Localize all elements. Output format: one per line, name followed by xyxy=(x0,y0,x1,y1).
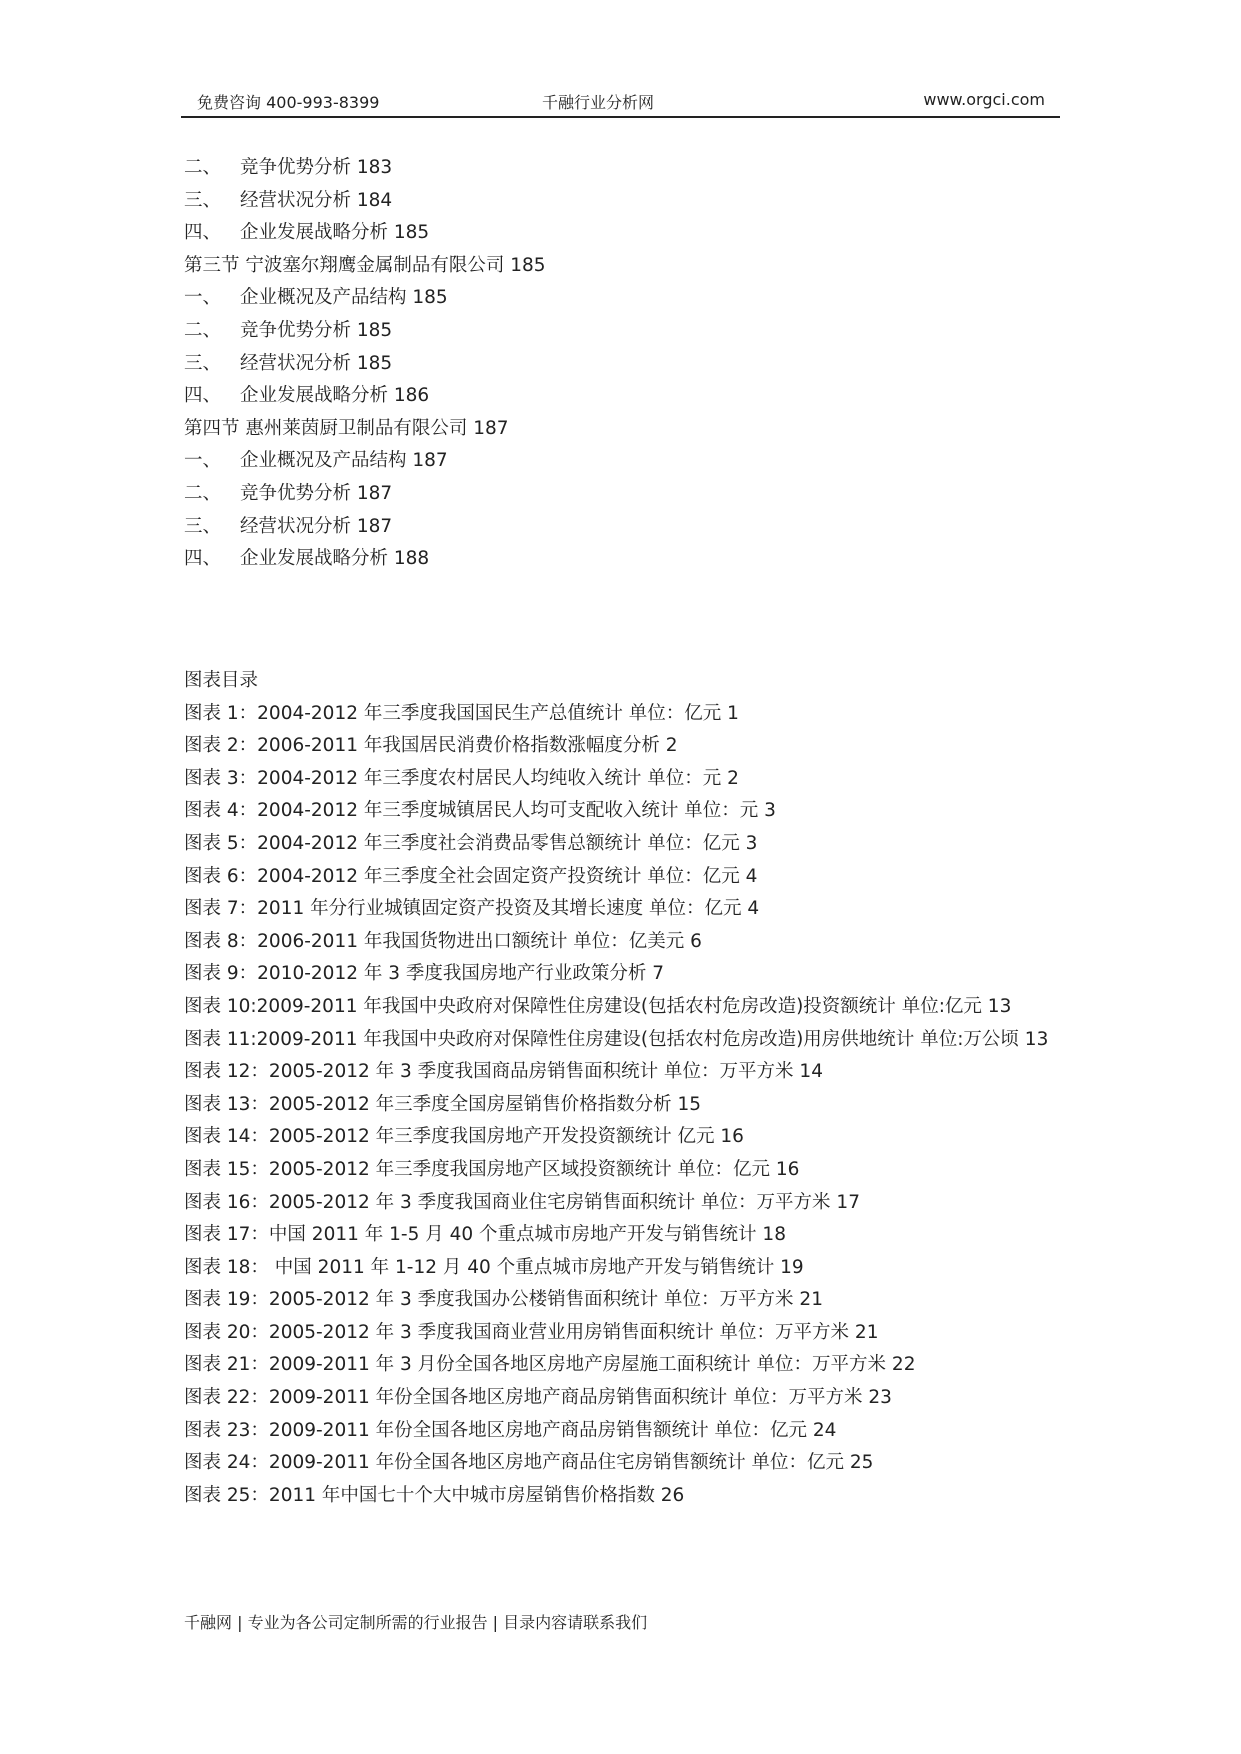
figure-entry[interactable]: 图表 20：2005-2012 年 3 季度我国商业营业用房销售面积统计 单位：万平方米 21 xyxy=(184,1321,879,1343)
toc-entry-number: 三、 xyxy=(184,189,222,211)
figure-entry[interactable]: 图表 14：2005-2012 年三季度我国房地产开发投资额统计 亿元 16 xyxy=(184,1126,744,1148)
toc-entry-text: 企业概况及产品结构 185 xyxy=(240,287,448,309)
toc-entry-text: 竞争优势分析 185 xyxy=(240,319,393,341)
figure-entry[interactable]: 图表 22：2009-2011 年份全国各地区房地产商品房销售面积统计 单位：万平方米 23 xyxy=(184,1387,892,1409)
header-site-name: 千融行业分析网 xyxy=(542,93,655,112)
toc-entry-text: 企业发展战略分析 188 xyxy=(240,548,430,570)
toc-entry-number: 四、 xyxy=(184,548,222,570)
figure-entry[interactable]: 图表 25：2011 年中国七十个大中城市房屋销售价格指数 26 xyxy=(184,1484,685,1506)
figure-entry[interactable]: 图表 16：2005-2012 年 3 季度我国商业住宅房销售面积统计 单位：万平方米 17 xyxy=(184,1191,860,1213)
toc-section-text: 第四节 惠州莱茵厨卫制品有限公司 187 xyxy=(184,417,509,439)
figure-entry[interactable]: 图表 19：2005-2012 年 3 季度我国办公楼销售面积统计 单位：万平方米 21 xyxy=(184,1289,823,1311)
figure-entry[interactable]: 图表 17：中国 2011 年 1-5 月 40 个重点城市房地产开发与销售统计 18 xyxy=(184,1224,786,1246)
header-url: www.orgci.com xyxy=(923,90,1045,109)
figure-entry[interactable]: 图表 9：2010-2012 年 3 季度我国房地产行业政策分析 7 xyxy=(184,963,665,985)
figure-entry[interactable]: 图表 24：2009-2011 年份全国各地区房地产商品住宅房销售额统计 单位：亿元 25 xyxy=(184,1452,874,1474)
toc-entry[interactable] xyxy=(184,380,1084,413)
list-of-figures xyxy=(184,665,1084,1512)
toc-entry[interactable] xyxy=(184,445,1084,478)
toc-entry-number: 一、 xyxy=(184,450,222,472)
toc-section-heading[interactable] xyxy=(184,413,1084,446)
list-of-figures-title: 图表目录 xyxy=(184,670,259,691)
figure-entry[interactable]: 图表 11:2009-2011 年我国中央政府对保障性住房建设(包括农村危房改造)用房供地统计 单位:万公顷 13 xyxy=(184,1028,1049,1050)
figure-entry[interactable]: 图表 12：2005-2012 年 3 季度我国商品房销售面积统计 单位：万平方米 14 xyxy=(184,1061,823,1083)
toc-entry[interactable] xyxy=(184,282,1084,315)
page-footer: 千融网 | 专业为各公司定制所需的行业报告 | 目录内容请联系我们 xyxy=(184,1613,648,1632)
header-phone: 免费咨询 400-993-8399 xyxy=(197,93,380,112)
page-header xyxy=(181,86,1060,118)
figure-entry[interactable]: 图表 6：2004-2012 年三季度全社会固定资产投资统计 单位：亿元 4 xyxy=(184,865,758,887)
toc-entry-number: 一、 xyxy=(184,287,222,309)
toc-entry[interactable] xyxy=(184,315,1084,348)
toc-entry-text: 经营状况分析 185 xyxy=(240,352,393,374)
toc-section-heading[interactable] xyxy=(184,250,1084,283)
toc-entry-number: 二、 xyxy=(184,482,222,504)
toc-entry-number: 三、 xyxy=(184,515,222,537)
figure-entry[interactable]: 图表 7：2011 年分行业城镇固定资产投资及其增长速度 单位：亿元 4 xyxy=(184,898,760,920)
toc-entry[interactable] xyxy=(184,348,1084,381)
toc-entry[interactable] xyxy=(184,511,1084,544)
toc-entry-number: 四、 xyxy=(184,222,222,244)
toc-entry-text: 竞争优势分析 183 xyxy=(240,157,393,178)
figure-entry[interactable]: 图表 3：2004-2012 年三季度农村居民人均纯收入统计 单位：元 2 xyxy=(184,767,739,789)
toc-entry-number: 三、 xyxy=(184,352,222,374)
toc-entry-text: 企业概况及产品结构 187 xyxy=(240,450,448,472)
figure-entry[interactable]: 图表 18： 中国 2011 年 1-12 月 40 个重点城市房地产开发与销售统计 19 xyxy=(184,1256,804,1278)
figure-entry[interactable]: 图表 5：2004-2012 年三季度社会消费品零售总额统计 单位：亿元 3 xyxy=(184,832,758,854)
figure-entry[interactable]: 图表 21：2009-2011 年 3 月份全国各地区房地产房屋施工面积统计 单位：万平方米 22 xyxy=(184,1354,916,1376)
toc-entry[interactable] xyxy=(184,152,1084,185)
figure-entry[interactable]: 图表 1：2004-2012 年三季度我国国民生产总值统计 单位：亿元 1 xyxy=(184,702,739,724)
figure-entry[interactable]: 图表 13：2005-2012 年三季度全国房屋销售价格指数分析 15 xyxy=(184,1093,702,1115)
toc-entry[interactable] xyxy=(184,478,1084,511)
toc-entry[interactable] xyxy=(184,543,1084,576)
figure-entry[interactable]: 图表 8：2006-2011 年我国货物进出口额统计 单位：亿美元 6 xyxy=(184,930,702,952)
toc-entry-number: 二、 xyxy=(184,319,222,341)
table-of-contents xyxy=(184,152,1084,576)
toc-entry-text: 竞争优势分析 187 xyxy=(240,482,393,504)
figure-entry[interactable]: 图表 15：2005-2012 年三季度我国房地产区域投资额统计 单位：亿元 16 xyxy=(184,1158,800,1180)
toc-entry-number: 四、 xyxy=(184,385,222,407)
toc-entry-text: 企业发展战略分析 185 xyxy=(240,222,430,244)
figure-entry[interactable]: 图表 10:2009-2011 年我国中央政府对保障性住房建设(包括农村危房改造)投资额统计 单位:亿元 13 xyxy=(184,995,1012,1017)
toc-entry[interactable] xyxy=(184,185,1084,218)
figure-entry[interactable]: 图表 4：2004-2012 年三季度城镇居民人均可支配收入统计 单位：元 3 xyxy=(184,800,776,822)
toc-entry-number: 二、 xyxy=(184,157,222,178)
toc-entry[interactable] xyxy=(184,217,1084,250)
toc-entry-text: 经营状况分析 187 xyxy=(240,515,393,537)
toc-section-text: 第三节 宁波塞尔翔鹰金属制品有限公司 185 xyxy=(184,254,546,276)
figure-entry[interactable]: 图表 2：2006-2011 年我国居民消费价格指数涨幅度分析 2 xyxy=(184,735,678,757)
figure-entry[interactable]: 图表 23：2009-2011 年份全国各地区房地产商品房销售额统计 单位：亿元 24 xyxy=(184,1419,837,1441)
toc-entry-text: 企业发展战略分析 186 xyxy=(240,385,430,407)
toc-entry-text: 经营状况分析 184 xyxy=(240,189,393,211)
